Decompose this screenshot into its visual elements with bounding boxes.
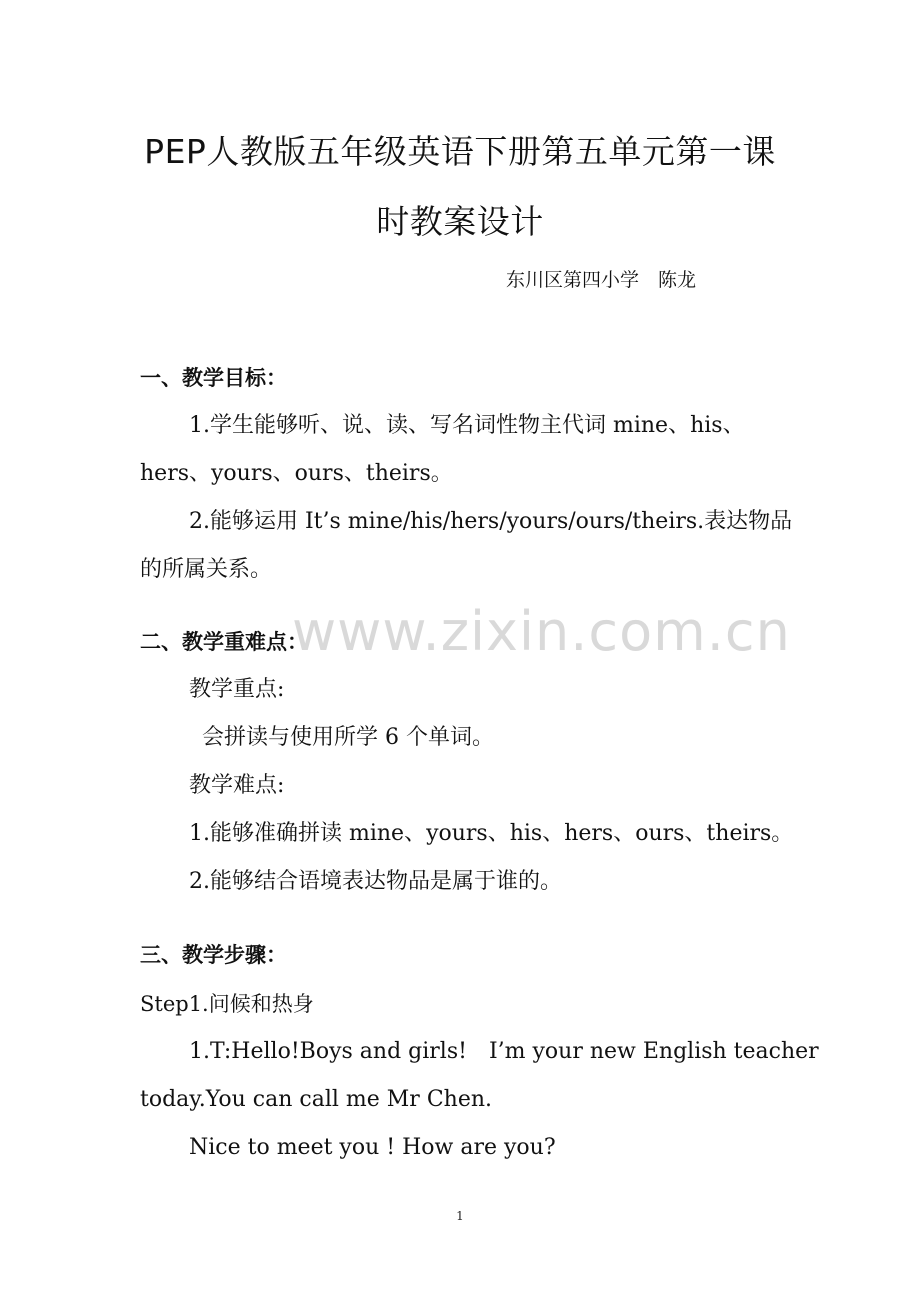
objective-line-1: 1.学生能够听、说、读、写名词性物主代词 mine、his、 [189, 413, 745, 438]
section-heading-steps: 三、教学步骤： [140, 943, 287, 967]
objective-line-4: 的所属关系。 [140, 557, 273, 582]
difficulty-label: 教学难点: [189, 773, 285, 798]
difficulty-line-1: 1.能够准确拼读 mine、yours、his、hers、ours、theirs。 [189, 821, 794, 846]
step-1-heading: Step1.问候和热身 [140, 992, 314, 1016]
document-title-line-2: 时教案设计 [376, 202, 544, 241]
section-heading-objectives: 一、教学目标： [140, 366, 287, 390]
objective-line-2: hers、yours、ours、theirs。 [140, 461, 453, 486]
step-1-line-1: 1.T:Hello!Boys and girls! I’m your new English teacher [189, 1039, 819, 1064]
step-1-line-3: Nice to meet you ! How are you? [189, 1135, 556, 1160]
step-1-line-2: today.You can call me Mr Chen. [140, 1087, 492, 1112]
key-point-detail: 会拼读与使用所学 6 个单词。 [202, 725, 494, 750]
author-line: 东川区第四小学 陈龙 [506, 269, 697, 291]
section-heading-key-points: 二、教学重难点： [140, 630, 308, 654]
document-title-line-1: PEP人教版五年级英语下册第五单元第一课 [144, 132, 776, 171]
page-number: 1 [456, 1209, 464, 1223]
difficulty-line-2: 2.能够结合语境表达物品是属于谁的。 [189, 869, 562, 894]
watermark-text: www.zixin.com.cn [292, 600, 791, 663]
objective-line-3: 2.能够运用 It’s mine/his/hers/yours/ours/theirs.表达物品 [189, 509, 793, 534]
key-point-label: 教学重点: [189, 677, 285, 702]
